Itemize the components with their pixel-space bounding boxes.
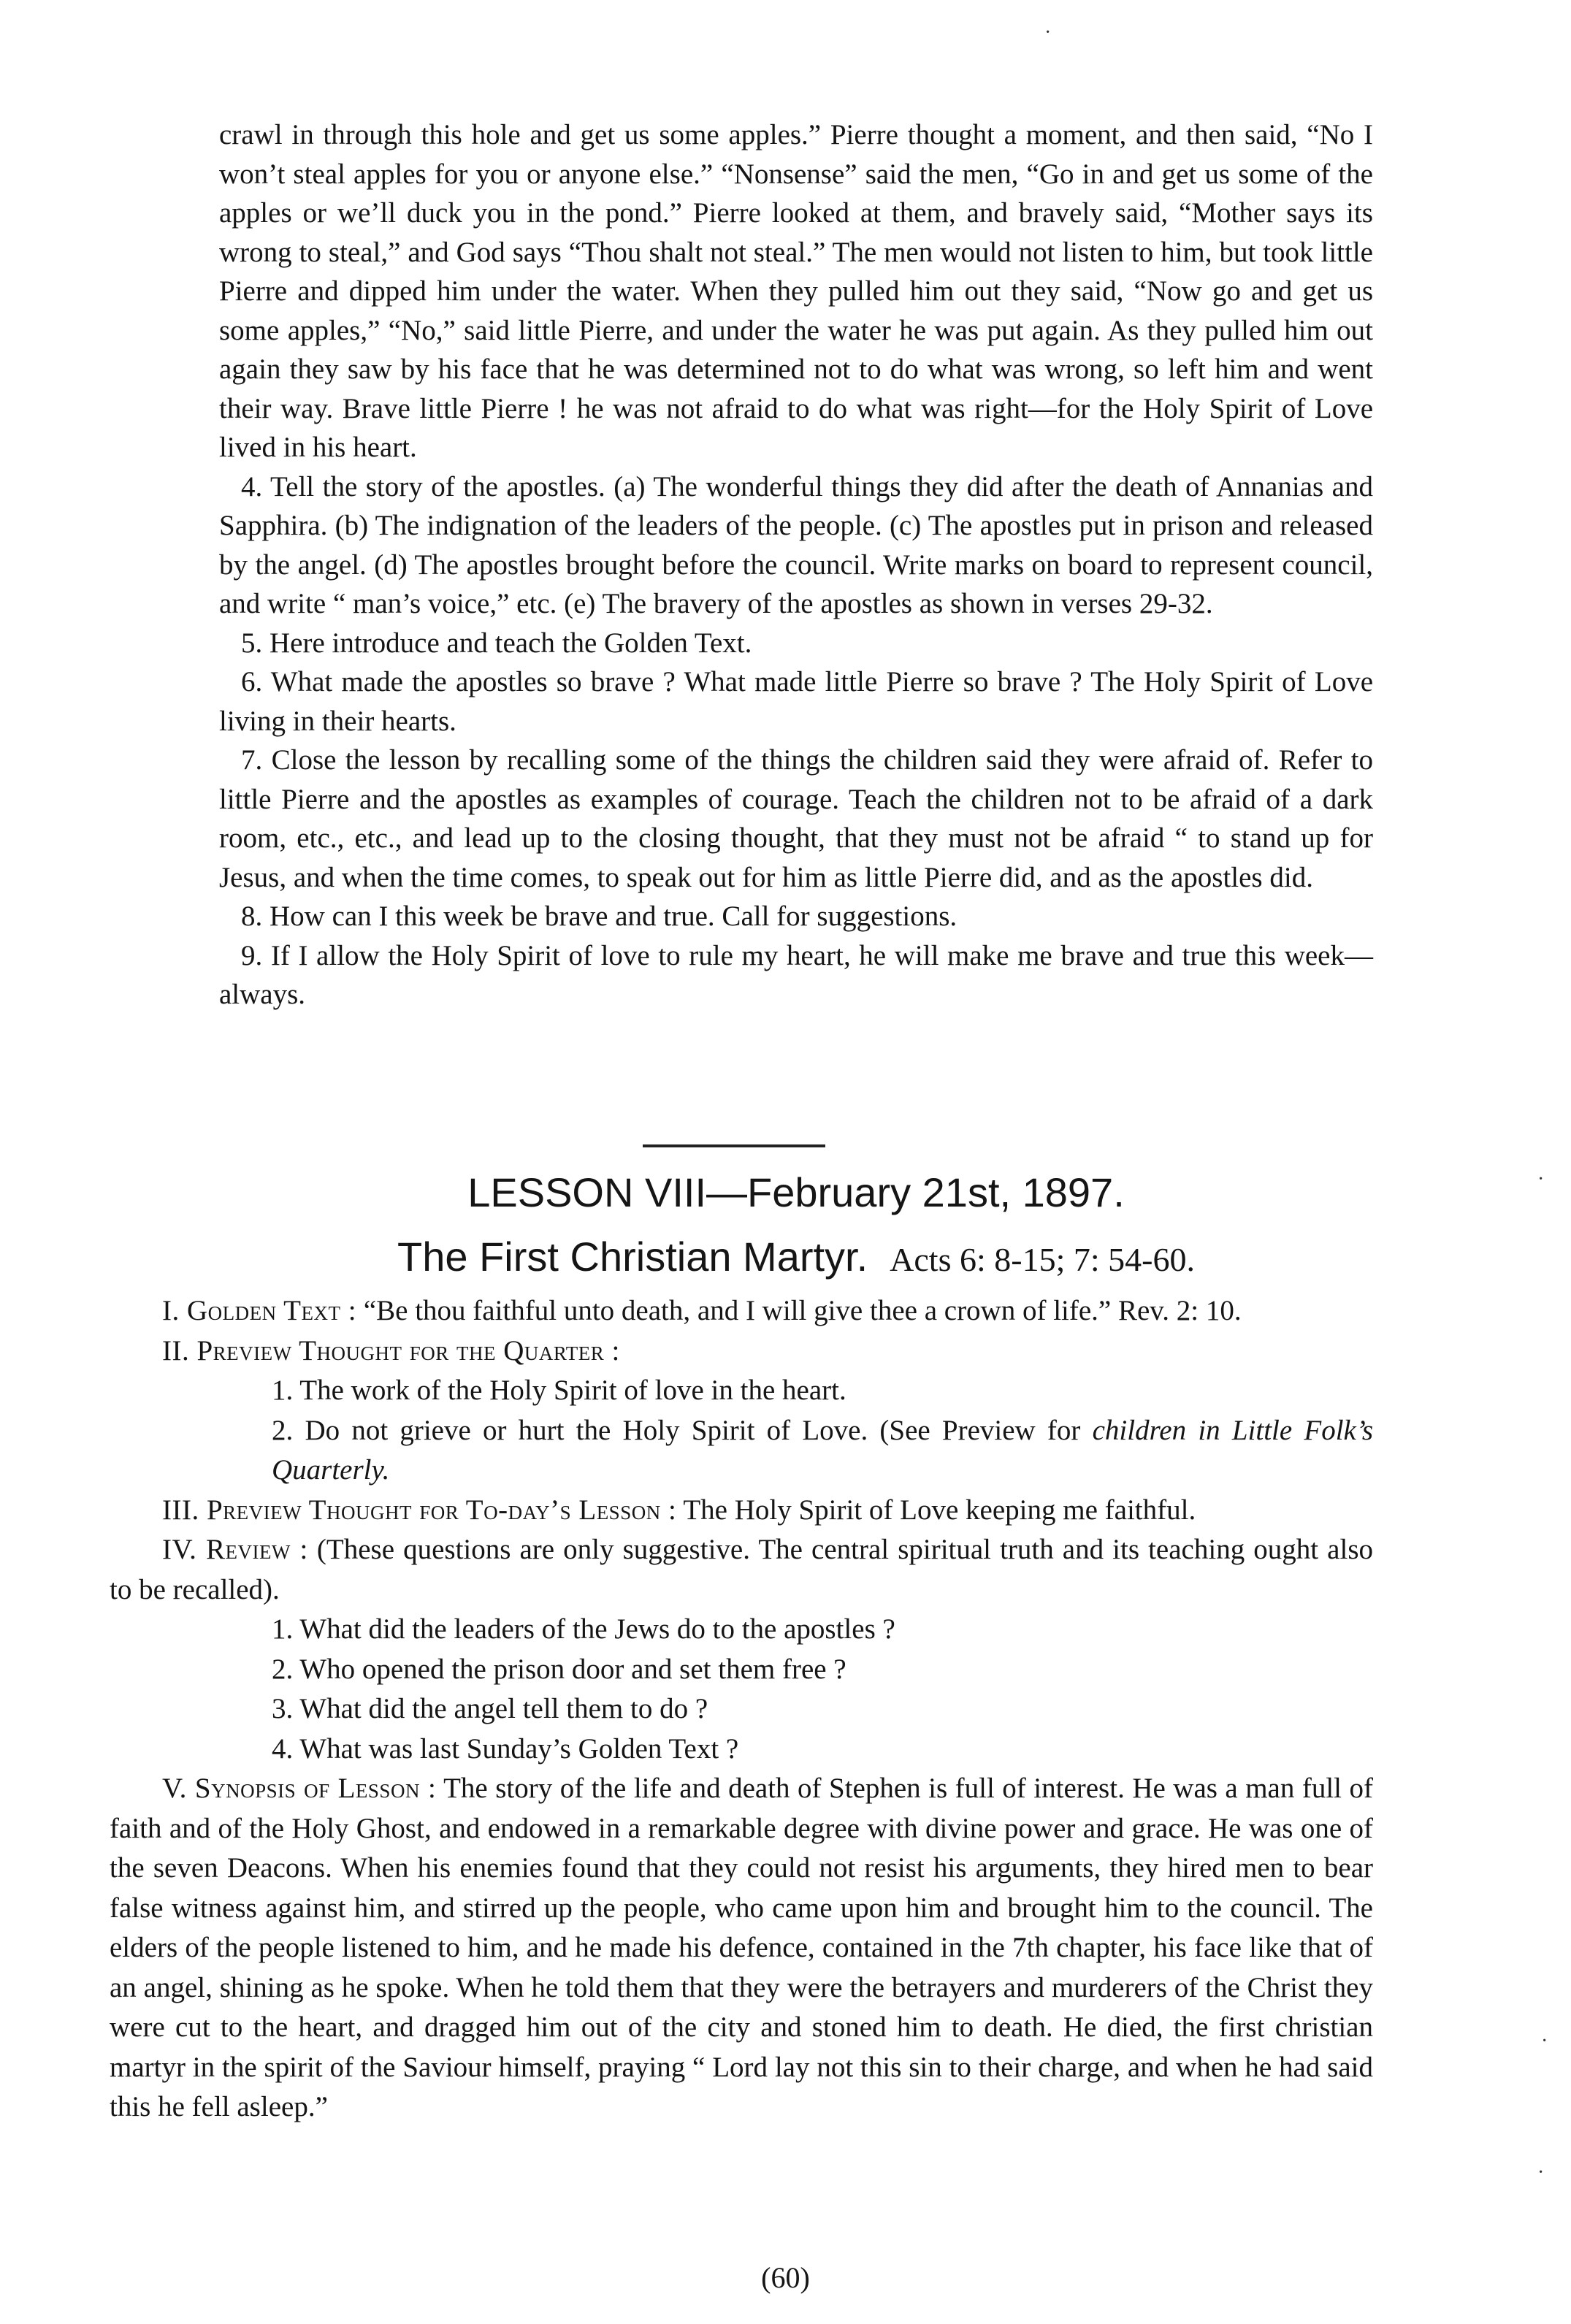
golden-text-section <box>110 1291 1373 1331</box>
lesson-title: The First Christian Martyr. <box>397 1234 868 1280</box>
review-section <box>110 1530 1373 1610</box>
review-question: 3. What did the angel tell them to do ? <box>272 1693 708 1724</box>
review-label: IV. Review : <box>162 1534 308 1565</box>
lesson-outline <box>110 1291 1373 2128</box>
instruction-8: 8. How can I this week be brave and true. Call for suggestions. <box>241 901 957 932</box>
preview-lesson-text: The Holy Spirit of Love keeping me faithful. <box>683 1494 1196 1526</box>
instruction-7: 7. Close the lesson by recalling some of the things the children said they were afraid of. Refer to little Pierre and the apostles as examples of courage. Teach the children not to be afraid of a dark room, etc., etc., and lead up to the closing thought, that they must not be afraid “ to stand up for Jesus, and when the time comes, to speak out for him as little Pierre did, and as the apostles did. <box>219 744 1373 893</box>
synopsis-text: The story of the life and death of Stephen is full of interest. He was a man full of faith and of the Holy Ghost, and endowed in a remarkable degree with divine power and grace. He was one of the seven Deacons. When his enemies found that they could not resist his arguments, they hired men to bear false witness against him, and stirred up the people, who came upon him and brought him to the council. The elders of the people listened to him, and he made his defence, contained in the 7th chapter, his face like that of an angel, shining as he spoke. When he told them that they were the betrayers and murderers of the Christ they were cut to the heart, and dragged him out of the city and stoned him to death. He died, the first christian martyr in the spirit of the Saviour himself, praying “ Lord lay not this sin to their charge, and when he had said this he fell asleep.” <box>110 1773 1374 2122</box>
lesson-heading: LESSON VIII—February 21st, 1897. <box>467 1169 1125 1215</box>
preview-lesson-label: III. Preview Thought for To-day’s Lesson : <box>162 1494 677 1526</box>
page-number: (60) <box>761 2261 810 2294</box>
scan-speck: · <box>1537 1168 1545 1190</box>
golden-text: “Be thou faithful unto death, and I will give thee a crown of life.” Rev. 2: 10. <box>363 1295 1242 1326</box>
review-text: (These questions are only suggestive. The central spiritual truth and its teaching ought also to be recalled). <box>110 1534 1373 1605</box>
preview-quarter-italic: children in Little Folk’s Quarterly. <box>272 1414 1373 1486</box>
golden-text-label: I. Golden Text : <box>162 1295 357 1326</box>
lesson-continuation <box>219 115 1373 1014</box>
scripture-reference: Acts 6: 8-15; 7: 54-60. <box>890 1241 1195 1278</box>
preview-quarter-label: II. Preview Thought for the Quarter : <box>162 1334 620 1367</box>
instruction-9: 9. If I allow the Holy Spirit of love to rule my heart, he will make me brave and true this week—always. <box>219 939 1373 1010</box>
synopsis-section <box>110 1769 1373 2128</box>
preview-quarter-item: 2. Do not grieve or hurt the Holy Spirit of Love. (See Preview for children in Little Folk’s Quarterly. <box>272 1414 1373 1486</box>
story-paragraph: crawl in through this hole and get us some apples.” Pierre thought a moment, and then said, “No I won’t steal apples for you or anyone else.” “Nonsense” said the men, “Go in and get us some of the apples or we’ll duck you in the pond.” Pierre looked at them, and bravely said, “Mother says its wrong to steal,” and God says “Thou shalt not steal.” The men would not listen to him, but took little Pierre and dipped him under the water. When they pulled him out they said, “Now go and get us some apples,” “No,” said little Pierre, and under the water he was put again. As they pulled him out again they saw by his face that he was determined not to do what was wrong, so left him and went their way. Brave little Pierre ! he was not afraid to do what was right—for the Holy Spirit of Love lived in his heart. <box>219 119 1373 463</box>
review-question: 4. What was last Sunday’s Golden Text ? <box>272 1732 739 1765</box>
preview-lesson-section <box>110 1491 1373 1531</box>
review-question: 1. What did the leaders of the Jews do to the apostles ? <box>272 1613 895 1645</box>
preview-quarter-section <box>110 1331 1373 1372</box>
preview-quarter-item: 1. The work of the Holy Spirit of love in the heart. <box>272 1375 846 1406</box>
scan-speck: · <box>1541 2030 1548 2052</box>
instruction-6: 6. What made the apostles so brave ? What made little Pierre so brave ? The Holy Spirit of Love living in their hearts. <box>219 666 1373 737</box>
synopsis-label: V. Synopsis of Lesson : <box>162 1773 437 1804</box>
lesson-title-line <box>219 1231 1373 1285</box>
instruction-4: 4. Tell the story of the apostles. (a) The wonderful things they did after the death of Annanias and Sapphira. (b) The indignation of the leaders of the people. (c) The apostles put in prison and released by the angel. (d) The apostles brought before the council. Write marks on board to represent council, and write “ man’s voice,” etc. (e) The bravery of the apostles as shown in verses 29-32. <box>219 470 1373 619</box>
section-divider <box>643 1144 825 1147</box>
scan-speck: · <box>1537 2161 1545 2184</box>
instruction-5: 5. Here introduce and teach the Golden Text. <box>241 627 752 659</box>
review-question: 2. Who opened the prison door and set them free ? <box>272 1653 846 1685</box>
scan-speck: · <box>1044 21 1052 44</box>
